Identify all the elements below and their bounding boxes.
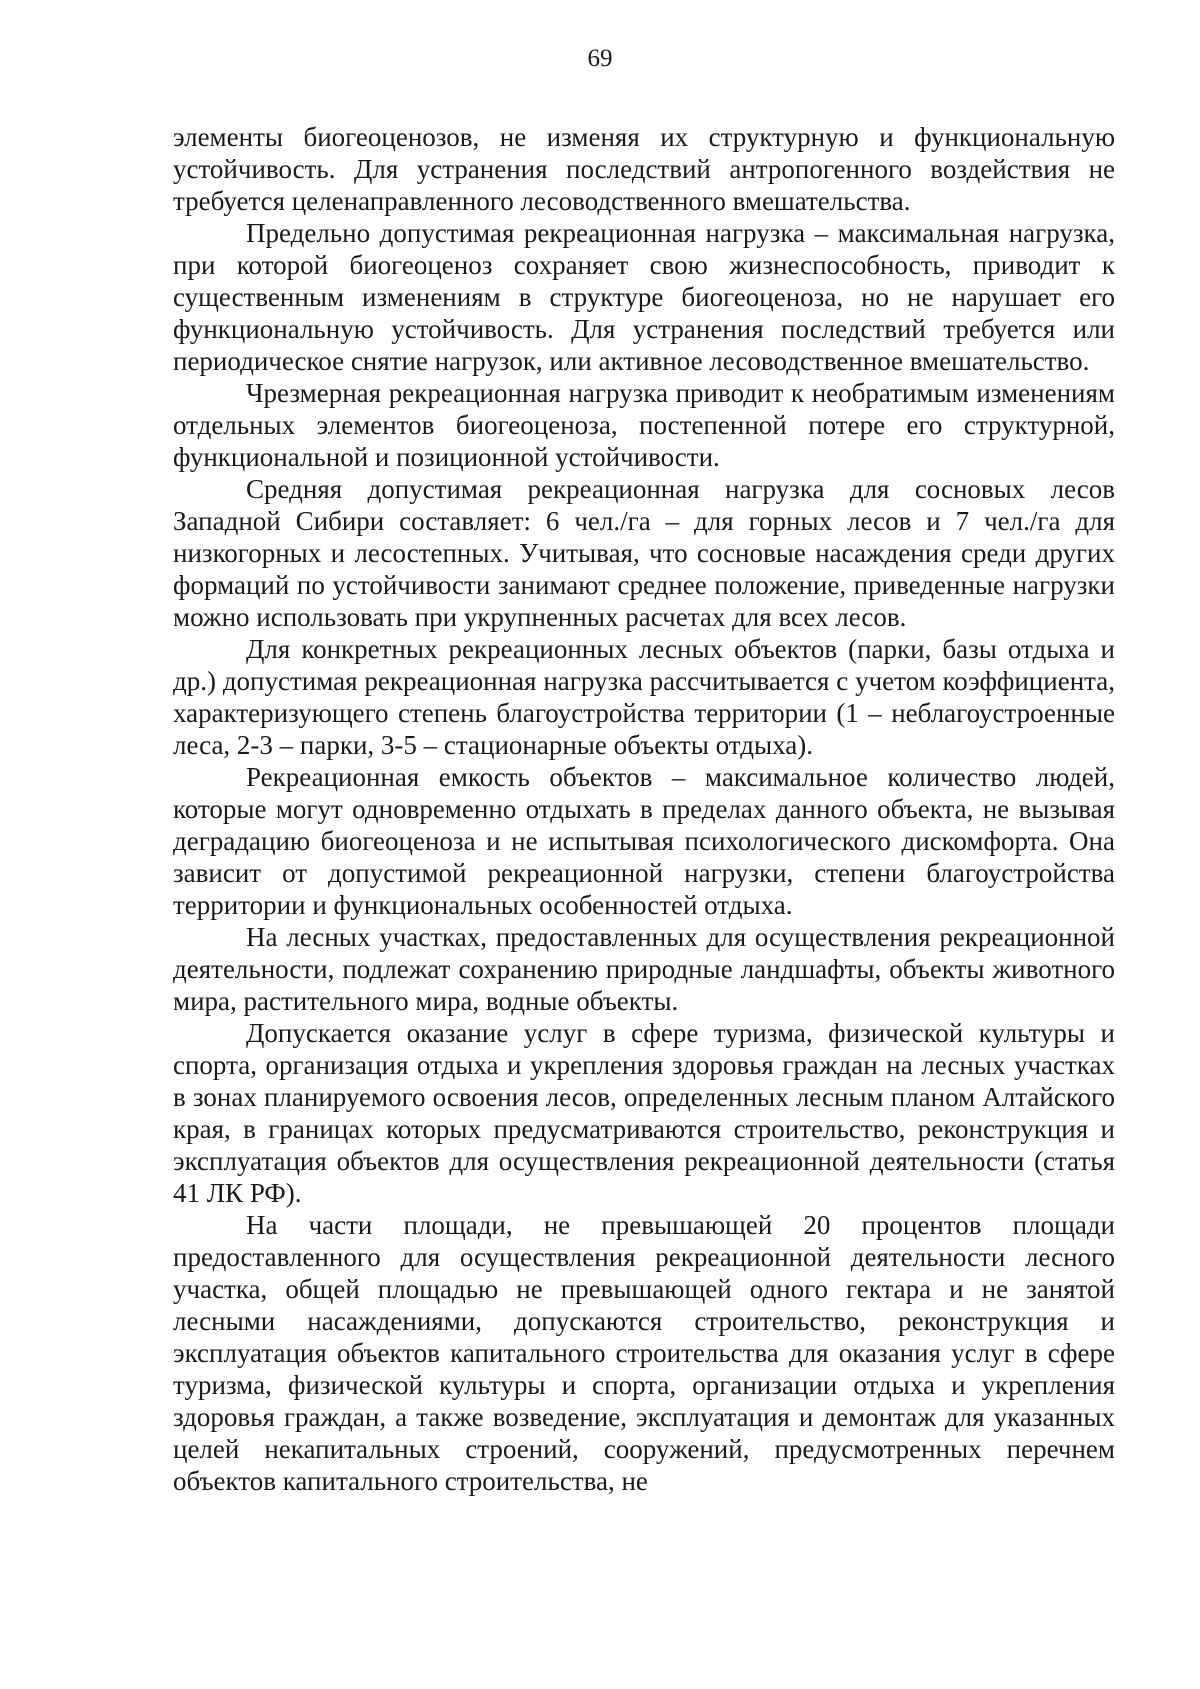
paragraph-construction-limits: На части площади, не превышающей 20 процентов площади предоставленного для осуществления рекреационной деятельности лесного участка, общей площадью не превышающей одного гектара и не занятой лесными насаждениями, допускаются строительство, реконструкция и эксплуатация объектов капитального строительства для оказания услуг в сфере туризма, физической культуры и спорта, организации отдыха и укрепления здоровья граждан, а также возведение, эксплуатация и демонтаж для указанных целей некапитальных строений, сооружений, предусмотренных перечнем объектов капитального строительства, не [173, 1210, 1115, 1496]
paragraph-continuation: элементы биогеоценозов, не изменяя их структурную и функциональную устойчивость. Для устранения последствий антропогенного воздействия не требуется целенаправленного лесоводственного вмешательства. [173, 122, 1115, 216]
paragraph-recreational-capacity: Рекреационная емкость объектов – максимальное количество людей, которые могут одновременно отдыхать в пределах данного объекта, не вызывая деградацию биогеоценоза и не испытывая психологического дискомфорта. Она зависит от допустимой рекреационной нагрузки, степени благоустройства территории и функциональных особенностей отдыха. [173, 762, 1115, 920]
text-body [173, 121, 1115, 1497]
paragraph-preservation: На лесных участках, предоставленных для осуществления рекреационной деятельности, подлежат сохранению природные ландшафты, объекты животного мира, растительного мира, водные объекты. [173, 922, 1115, 1016]
paragraph-max-allowed-load: Предельно допустимая рекреационная нагрузка – максимальная нагрузка, при которой биогеоценоз сохраняет свою жизнеспособность, приводит к существенным изменениям в структуре биогеоценоза, но не нарушает его функциональную устойчивость. Для устранения последствий требуется или периодическое снятие нагрузок, или активное лесоводственное вмешательство. [173, 218, 1115, 376]
paragraph-excessive-load: Чрезмерная рекреационная нагрузка приводит к необратимым изменениям отдельных элементов биогеоценоза, постепенной потере его структурной, функциональной и позиционной устойчивости. [173, 378, 1115, 472]
paragraph-specific-objects: Для конкретных рекреационных лесных объектов (парки, базы отдыха и др.) допустимая рекреационная нагрузка рассчитывается с учетом коэффициента, характеризующего степень благоустройства территории (1 – неблагоустроенные леса, 2-3 – парки, 3-5 – стационарные объекты отдыха). [173, 634, 1115, 760]
page-number: 69 [587, 45, 613, 72]
paragraph-services-allowed: Допускается оказание услуг в сфере туризма, физической культуры и спорта, организация отдыха и укрепления здоровья граждан на лесных участках в зонах планируемого освоения лесов, определенных лесным планом Алтайского края, в границах которых предусматриваются строительство, реконструкция и эксплуатация объектов для осуществления рекреационной деятельности (статья 41 ЛК РФ). [173, 1018, 1115, 1208]
paragraph-average-load: Средняя допустимая рекреационная нагрузка для сосновых лесов Западной Сибири составляет: 6 чел./га – для горных лесов и 7 чел./га для низкогорных и лесостепных. Учитывая, что сосновые насаждения среди других формаций по устойчивости занимают среднее положение, приведенные нагрузки можно использовать при укрупненных расчетах для всех лесов. [173, 474, 1115, 632]
